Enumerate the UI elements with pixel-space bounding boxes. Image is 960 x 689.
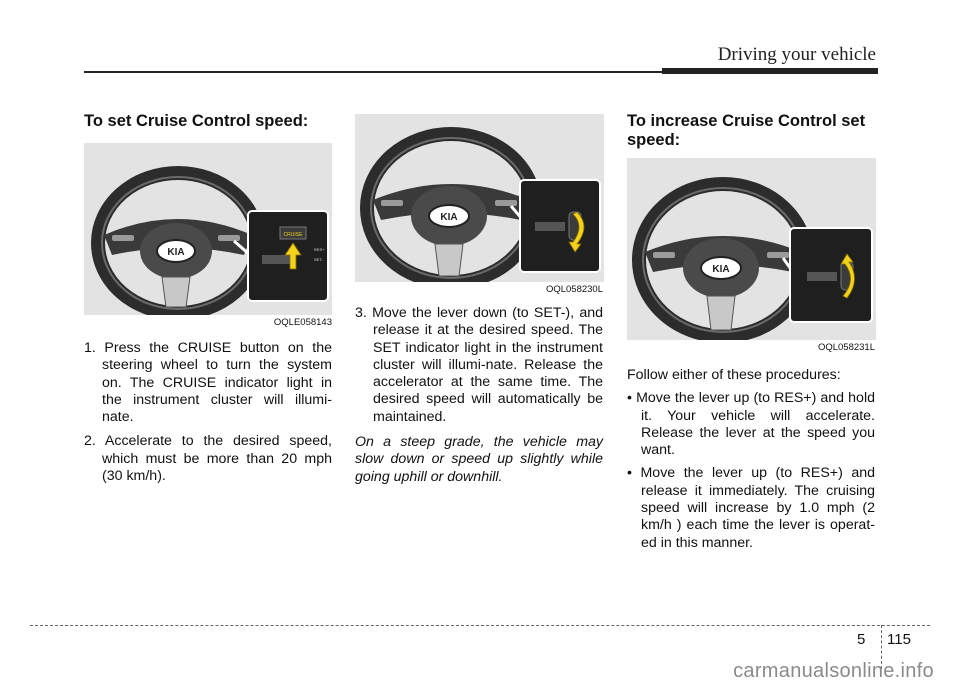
italic-note: On a steep grade, the vehicle may slow down or speed up slightly while going uphill or downhill. [355, 434, 603, 485]
set-label: SET- [314, 257, 323, 262]
intro-text: Follow either of these procedures: [627, 367, 841, 383]
middle-column [355, 112, 603, 486]
page-header-title: Driving your vehicle [717, 44, 876, 65]
right-column [627, 112, 875, 558]
res-label: RES+ [314, 247, 325, 252]
bullet-item: • Move the lever up (to RES+) and hold it. Your vehicle will accelerate. Release the lever at the speed you want. [627, 390, 875, 459]
figure-code: OQL058230L [545, 284, 603, 295]
bullet-item: • Move the lever up (to RES+) and release it immediately. The cruising speed will increase by 1.0 mph (2 km/h ) each time the lever is operat-ed in this manner. [627, 465, 875, 551]
left-column [84, 112, 332, 492]
watermark-text: carmanualsonline.info [733, 660, 934, 682]
figure-steering-cruise-button [84, 143, 332, 315]
section-heading-increase-speed: To increase Cruise Control set speed: [627, 112, 866, 149]
step-item: 2. Accelerate to the desired speed, which must be more than 20 mph (30 km/h). [84, 433, 332, 485]
svg-text:KIA: KIA [712, 264, 730, 275]
steering-wheel-illustration [355, 114, 604, 282]
header-rule-accent [662, 68, 878, 74]
svg-text:KIA: KIA [440, 212, 458, 223]
cruise-button-label: CRUISE [283, 232, 303, 238]
figure-steering-res-lever [627, 158, 876, 340]
figure-steering-set-lever [355, 114, 604, 282]
steering-wheel-illustration [627, 158, 876, 340]
header-rule [84, 71, 662, 73]
footer-rule [30, 625, 930, 626]
step-item: 3. Move the lever down (to SET-), and release it at the desired speed. The SET indicator light in the instrument cluster will illumi-nate. Release the accelerator at the same time. The desired speed will automatically be maintained. [355, 305, 603, 425]
step-item: 1. Press the CRUISE button on the steering wheel to turn the system on. The CRUISE indicator light in the instrument cluster will illumi-nate. [84, 340, 332, 426]
steering-wheel-illustration [84, 143, 332, 315]
page-number: 115 [887, 631, 911, 648]
section-heading-set-speed: To set Cruise Control speed: [84, 112, 309, 130]
svg-text:KIA: KIA [167, 247, 185, 258]
section-number: 5 [857, 631, 866, 648]
figure-code: OQLE058143 [273, 317, 332, 328]
figure-code: OQL058231L [817, 342, 875, 353]
